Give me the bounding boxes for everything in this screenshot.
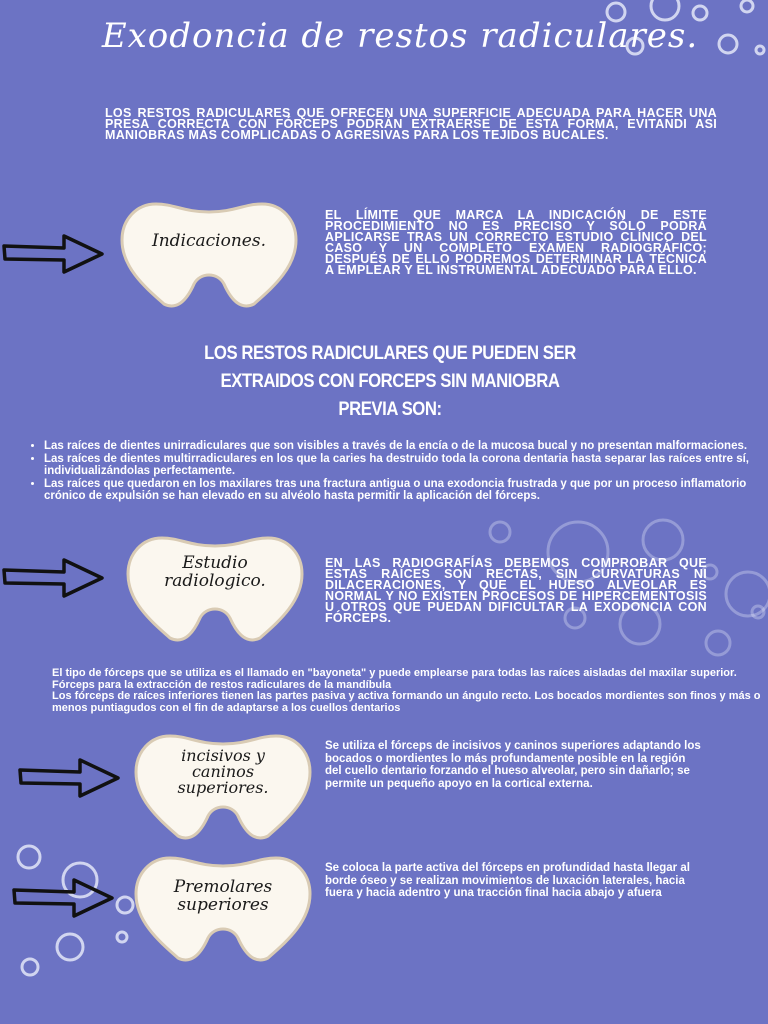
bubble-icon (741, 0, 753, 12)
tooth-label-premolares (130, 878, 316, 914)
tooth-label-line: superiores. (177, 778, 269, 797)
right-arrow-icon (2, 556, 106, 598)
bubble-icon (117, 932, 127, 942)
tooth-premolares (130, 852, 316, 964)
list-item: • Las raíces de dientes multirradiculares en los que la caries ha destruido toda la corona dentaria hasta separar las raíces entre sí, individualizándolas perfectamente. (44, 453, 766, 477)
right-arrow-icon (12, 876, 116, 918)
heading-line: LOS RESTOS RADICULARES QUE PUEDEN SER (204, 343, 576, 364)
tooth-estudio (122, 532, 308, 644)
bubble-icon (22, 959, 38, 975)
tooth-label-line: superiores (177, 895, 269, 915)
tooth-label-incisivos (130, 748, 316, 796)
list-item: • Las raíces de dientes unirradiculares que son visibles a través de la encía o de la mucosa bucal y no presentan malformaciones. (44, 440, 766, 452)
intro-paragraph: LOS RESTOS RADICULARES QUE OFRECEN UNA SUPERFICIE ADECUADA PARA HACER UNA PRESA CORRECTA CON FÓRCEPS PODRÁN EXTRAERSE DE ESTA FORMA, EVITANDI ASI MANIOBRAS MÁS COMPLICADAS O AGRESIVAS PARA LOS TEJIDOS BUCALES. (105, 106, 717, 142)
bubble-icon (57, 934, 83, 960)
forceps-line: El tipo de fórceps que se utiliza es el llamado en "bayoneta" y puede emplearse para todas las raíces aisladas del maxilar superior. (52, 667, 737, 679)
page-title: Exodoncia de restos radiculares. (101, 16, 699, 56)
forceps-line: Fórceps para la extracción de restos radiculares de la mandíbula (52, 678, 392, 691)
heading-line: PREVIA SON: (338, 399, 442, 420)
tooth-label-line: Premolares (173, 877, 273, 897)
bubble-icon (643, 520, 683, 560)
bubble-icon (756, 46, 764, 54)
tooth-indicaciones (116, 198, 302, 310)
indicaciones-text: EL LÍMITE QUE MARCA LA INDICACIÓN DE ESTE PROCEDIMIENTO NO ES PRECISO Y SÓLO PODRÁ APLICARSE TRAS UN CORRECTO ESTUDIO CLÍNICO DEL CASO Y UN COMPLETO EXAMEN RADIOGRÁFICO; DESPUÉS DE ELLO PODREMOS DETERMINAR LA TÉCNICA A EMPLEAR Y EL INSTRUMENTAL ADECUADO PARA ELLO. (325, 208, 707, 277)
premolares-text: Se coloca la parte activa del fórceps en profundidad hasta llegar al borde óseo y se realizan movimientos de luxación laterales, hacia fuera y hacia adentro y una tracción final hacia abajo y afuera (325, 862, 690, 899)
forceps-line: Los fórceps de raíces inferiores tienen las partes pasiva y activa formando un ángulo recto. Los bocados mordientes son finos y más o menos puntiagudos con el fin de adaptarse a los cuellos dentarios (52, 690, 761, 714)
tooth-icon (116, 198, 302, 310)
bubble-icon (719, 35, 737, 53)
tooth-incisivos (130, 730, 316, 842)
tooth-label-estudio (122, 554, 308, 590)
tooth-label-line: radiologico. (164, 571, 266, 591)
tooth-label-indicaciones: Indicaciones. (152, 231, 266, 251)
estudio-text: EN LAS RADIOGRAFÍAS DEBEMOS COMPROBAR QUE ESTAS RAÍCES SON RECTAS, SIN CURVATURAS NI DILACERACIONES, Y QUE EL HUESO ALVEOLAR ES NORMAL Y NO EXISTEN PROCESOS DE HIPERCEMENTOSIS U OTROS QUE PUEDAN DIFICULTAR LA EXODONCIA CON FÓRCEPS. (325, 556, 707, 625)
bubble-icon (18, 846, 40, 868)
bubble-icon (490, 522, 510, 542)
list-item: • Las raíces que quedaron en los maxilares tras una fractura antigua o una exodoncia frustrada y que por un proceso inflamatorio crónico de expulsión se han elevado en su alvéolo hasta permitir la aplicación del fórceps. (44, 478, 766, 502)
right-arrow-icon (2, 232, 106, 274)
bullet-list (28, 440, 766, 503)
tooth-label-line: Estudio (182, 553, 248, 573)
incisivos-text: Se utiliza el fórceps de incisivos y caninos superiores adaptando los bocados o mordientes lo más profundamente posible en la región del cuello dentario forzando el hueso alveolar, pero sin dañarlo; se permite un pequeño apoyo en la cortical externa. (325, 740, 701, 790)
tooth-label-line: caninos (191, 762, 255, 781)
right-arrow-icon (18, 756, 122, 798)
section-heading (170, 340, 610, 424)
bubble-icon (706, 631, 730, 655)
heading-line: EXTRAIDOS CON FORCEPS SIN MANIOBRA (220, 371, 560, 392)
tooth-label-line: incisivos y (181, 746, 265, 765)
forceps-paragraph (52, 668, 764, 714)
